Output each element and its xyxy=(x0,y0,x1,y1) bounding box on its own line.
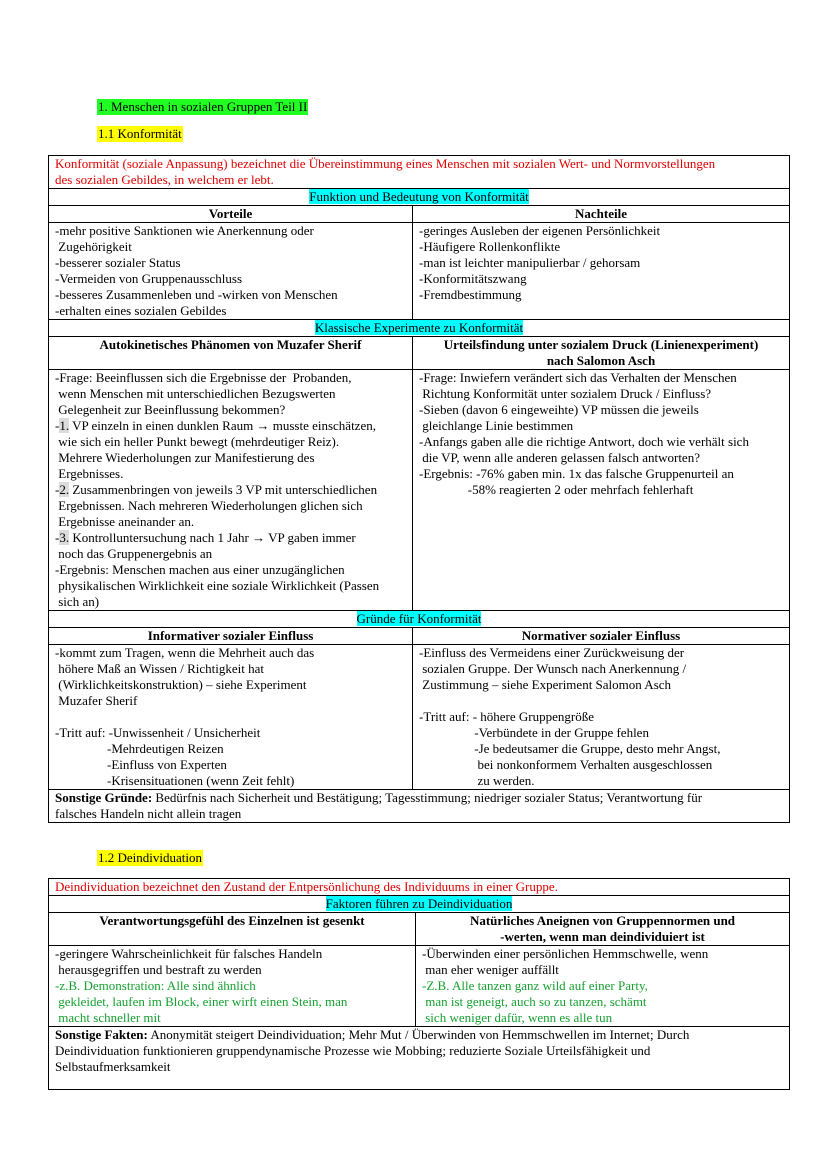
left-factor-description: -geringere Wahrscheinlichkeit für falsches Handeln herausgegriffen und bestraft zu werden -z.B. Demonstration: Alle sind ähnlich gekleidet, laufen im Block, einer wirft einen Stein, man macht schneller mit xyxy=(49,946,416,1027)
subsection-title-deindividuation: 1.2 Deindividuation xyxy=(98,850,202,865)
sherif-header: Autokinetisches Phänomen von Muzafer Sherif xyxy=(49,337,413,370)
list-item: -Fremdbestimmung xyxy=(419,287,522,302)
list-item: -Konformitätszwang xyxy=(419,271,527,286)
section-title: 1. Menschen in sozialen Gruppen Teil II xyxy=(98,99,308,114)
other-reasons: Sonstige Gründe: Bedürfnis nach Sicherheit und Bestätigung; Tagesstimmung; niedriger sozialer Status; Verantwortung für falsches Handeln nicht allein tragen xyxy=(49,790,790,823)
nachteile-list xyxy=(413,223,790,320)
right-factor-description: -Überwinden einer persönlichen Hemmschwelle, wenn man eher weniger auffällt -Z.B. Alle tanzen ganz wild auf einer Party, man ist geneigt, auch so zu tanzen, schämt sich weniger dafür, wenn es alle tun xyxy=(416,946,790,1027)
experiments-header: Klassische Experimente zu Konformität xyxy=(314,320,524,335)
info-description: -kommt zum Tragen, wenn die Mehrheit auch das höhere Maß an Wissen / Richtigkeit hat (Wirklichkeitskonstruktion) – siehe Experiment Muzafer Sherif -Tritt auf: -Unwissenheit / Unsicherheit -Mehrdeutigen Reizen -Einfluss von Experten -Krisensituationen (wenn Zeit fehlt) xyxy=(49,645,413,790)
other-facts: Sonstige Fakten: Anonymität steigert Deindividuation; Mehr Mut / Überwinden von Hemmschwellen im Internet; Durch Deindividuation funktionieren gruppendynamische Prozesse wie Mobbing; reduzierte Soziale Urteilsfähigkeit und Selbstaufmerksamkeit xyxy=(49,1027,790,1090)
list-item: -erhalten eines sozialen Gebildes xyxy=(55,303,227,318)
subsection-title-konformitaet: 1.1 Konformität xyxy=(98,126,182,141)
nachteile-header: Nachteile xyxy=(413,206,790,223)
list-item: -Häufigere Rollenkonflikte xyxy=(419,239,561,254)
function-header: Funktion und Bedeutung von Konformität xyxy=(309,189,529,204)
vorteile-header: Vorteile xyxy=(49,206,413,223)
deindividuation-definition: Deindividuation bezeichnet den Zustand der Entpersönlichung des Individuums in einer Gruppe. xyxy=(49,879,790,896)
list-item: -besseres Zusammenleben und -wirken von Menschen xyxy=(55,287,338,302)
info-header: Informativer sozialer Einfluss xyxy=(49,628,413,645)
norm-description: -Einfluss des Vermeidens einer Zurückweisung der sozialen Gruppe. Der Wunsch nach Anerkennung / Zustimmung – siehe Experiment Salomon Asch -Tritt auf: - höhere Gruppengröße -Verbündete in der Gruppe fehlen -Je bedeutsamer die Gruppe, desto mehr Angst, bei nonkonformem Verhalten ausgeschlossen zu werden. xyxy=(413,645,790,790)
sherif-description: -Frage: Beeinflussen sich die Ergebnisse der Probanden, wenn Menschen mit unterschiedlichen Bezugswerten Gelegenheit zur Beeinflussung bekommen? -1. VP einzeln in einen dunklen Raum → musste einschätzen, wie sich ein heller Punkt bewegt (mehrdeutiger Reiz). Mehrere Wiederholungen zur Manifestierung des Ergebnisses. -2. Zusammenbringen von jeweils 3 VP mit unterschiedlichen Ergebnissen. Nach mehreren Wiederholungen glichen sich Ergebnisse aneinander an. -3. Kontrolluntersuchung nach 1 Jahr → VP gaben immer noch das Gruppenergebnis an -Ergebnis: Menschen machen aus einer unzugänglichen physikalischen Wirklichkeit eine soziale Wirklichkeit (Passen sich an) xyxy=(49,370,413,611)
deindividuation-table xyxy=(48,878,790,1090)
right-factor-header: Natürliches Aneignen von Gruppennormen und -werten, wenn man deindividuiert ist xyxy=(416,913,790,946)
konformitaet-definition: Konformität (soziale Anpassung) bezeichnet die Übereinstimmung eines Menschen mit sozialen Wert- und Normvorstellungen des sozialen Gebildes, in welchem er lebt. xyxy=(49,156,790,189)
vorteile-list xyxy=(49,223,413,320)
asch-header: Urteilsfindung unter sozialem Druck (Linienexperiment) nach Salomon Asch xyxy=(413,337,790,370)
konformitaet-table xyxy=(48,155,790,823)
list-item: -geringes Ausleben der eigenen Persönlichkeit xyxy=(419,223,661,238)
list-item: -Vermeiden von Gruppenausschluss xyxy=(55,271,243,286)
left-factor-header: Verantwortungsgefühl des Einzelnen ist gesenkt xyxy=(49,913,416,946)
asch-description: -Frage: Inwiefern verändert sich das Verhalten der Menschen Richtung Konformität unter sozialem Druck / Einfluss? -Sieben (davon 6 eingeweihte) VP müssen die jeweils gleichlange Linie bestimmen -Anfangs gaben alle die richtige Antwort, doch wie verhält sich die VP, wenn alle anderen gelassen falsch antworten? -Ergebnis: -76% gaben min. 1x das falsche Gruppenurteil an -58% reagierten 2 oder mehrfach fehlerhaft xyxy=(413,370,790,611)
list-item: -man ist leichter manipulierbar / gehorsam xyxy=(419,255,641,270)
list-item: -besserer sozialer Status xyxy=(55,255,181,270)
list-item: -mehr positive Sanktionen wie Anerkennung oder xyxy=(55,223,314,238)
norm-header: Normativer sozialer Einfluss xyxy=(413,628,790,645)
factors-header: Faktoren führen zu Deindividuation xyxy=(325,896,513,911)
reasons-header: Gründe für Konformität xyxy=(356,611,482,626)
list-item: Zugehörigkeit xyxy=(55,239,132,254)
